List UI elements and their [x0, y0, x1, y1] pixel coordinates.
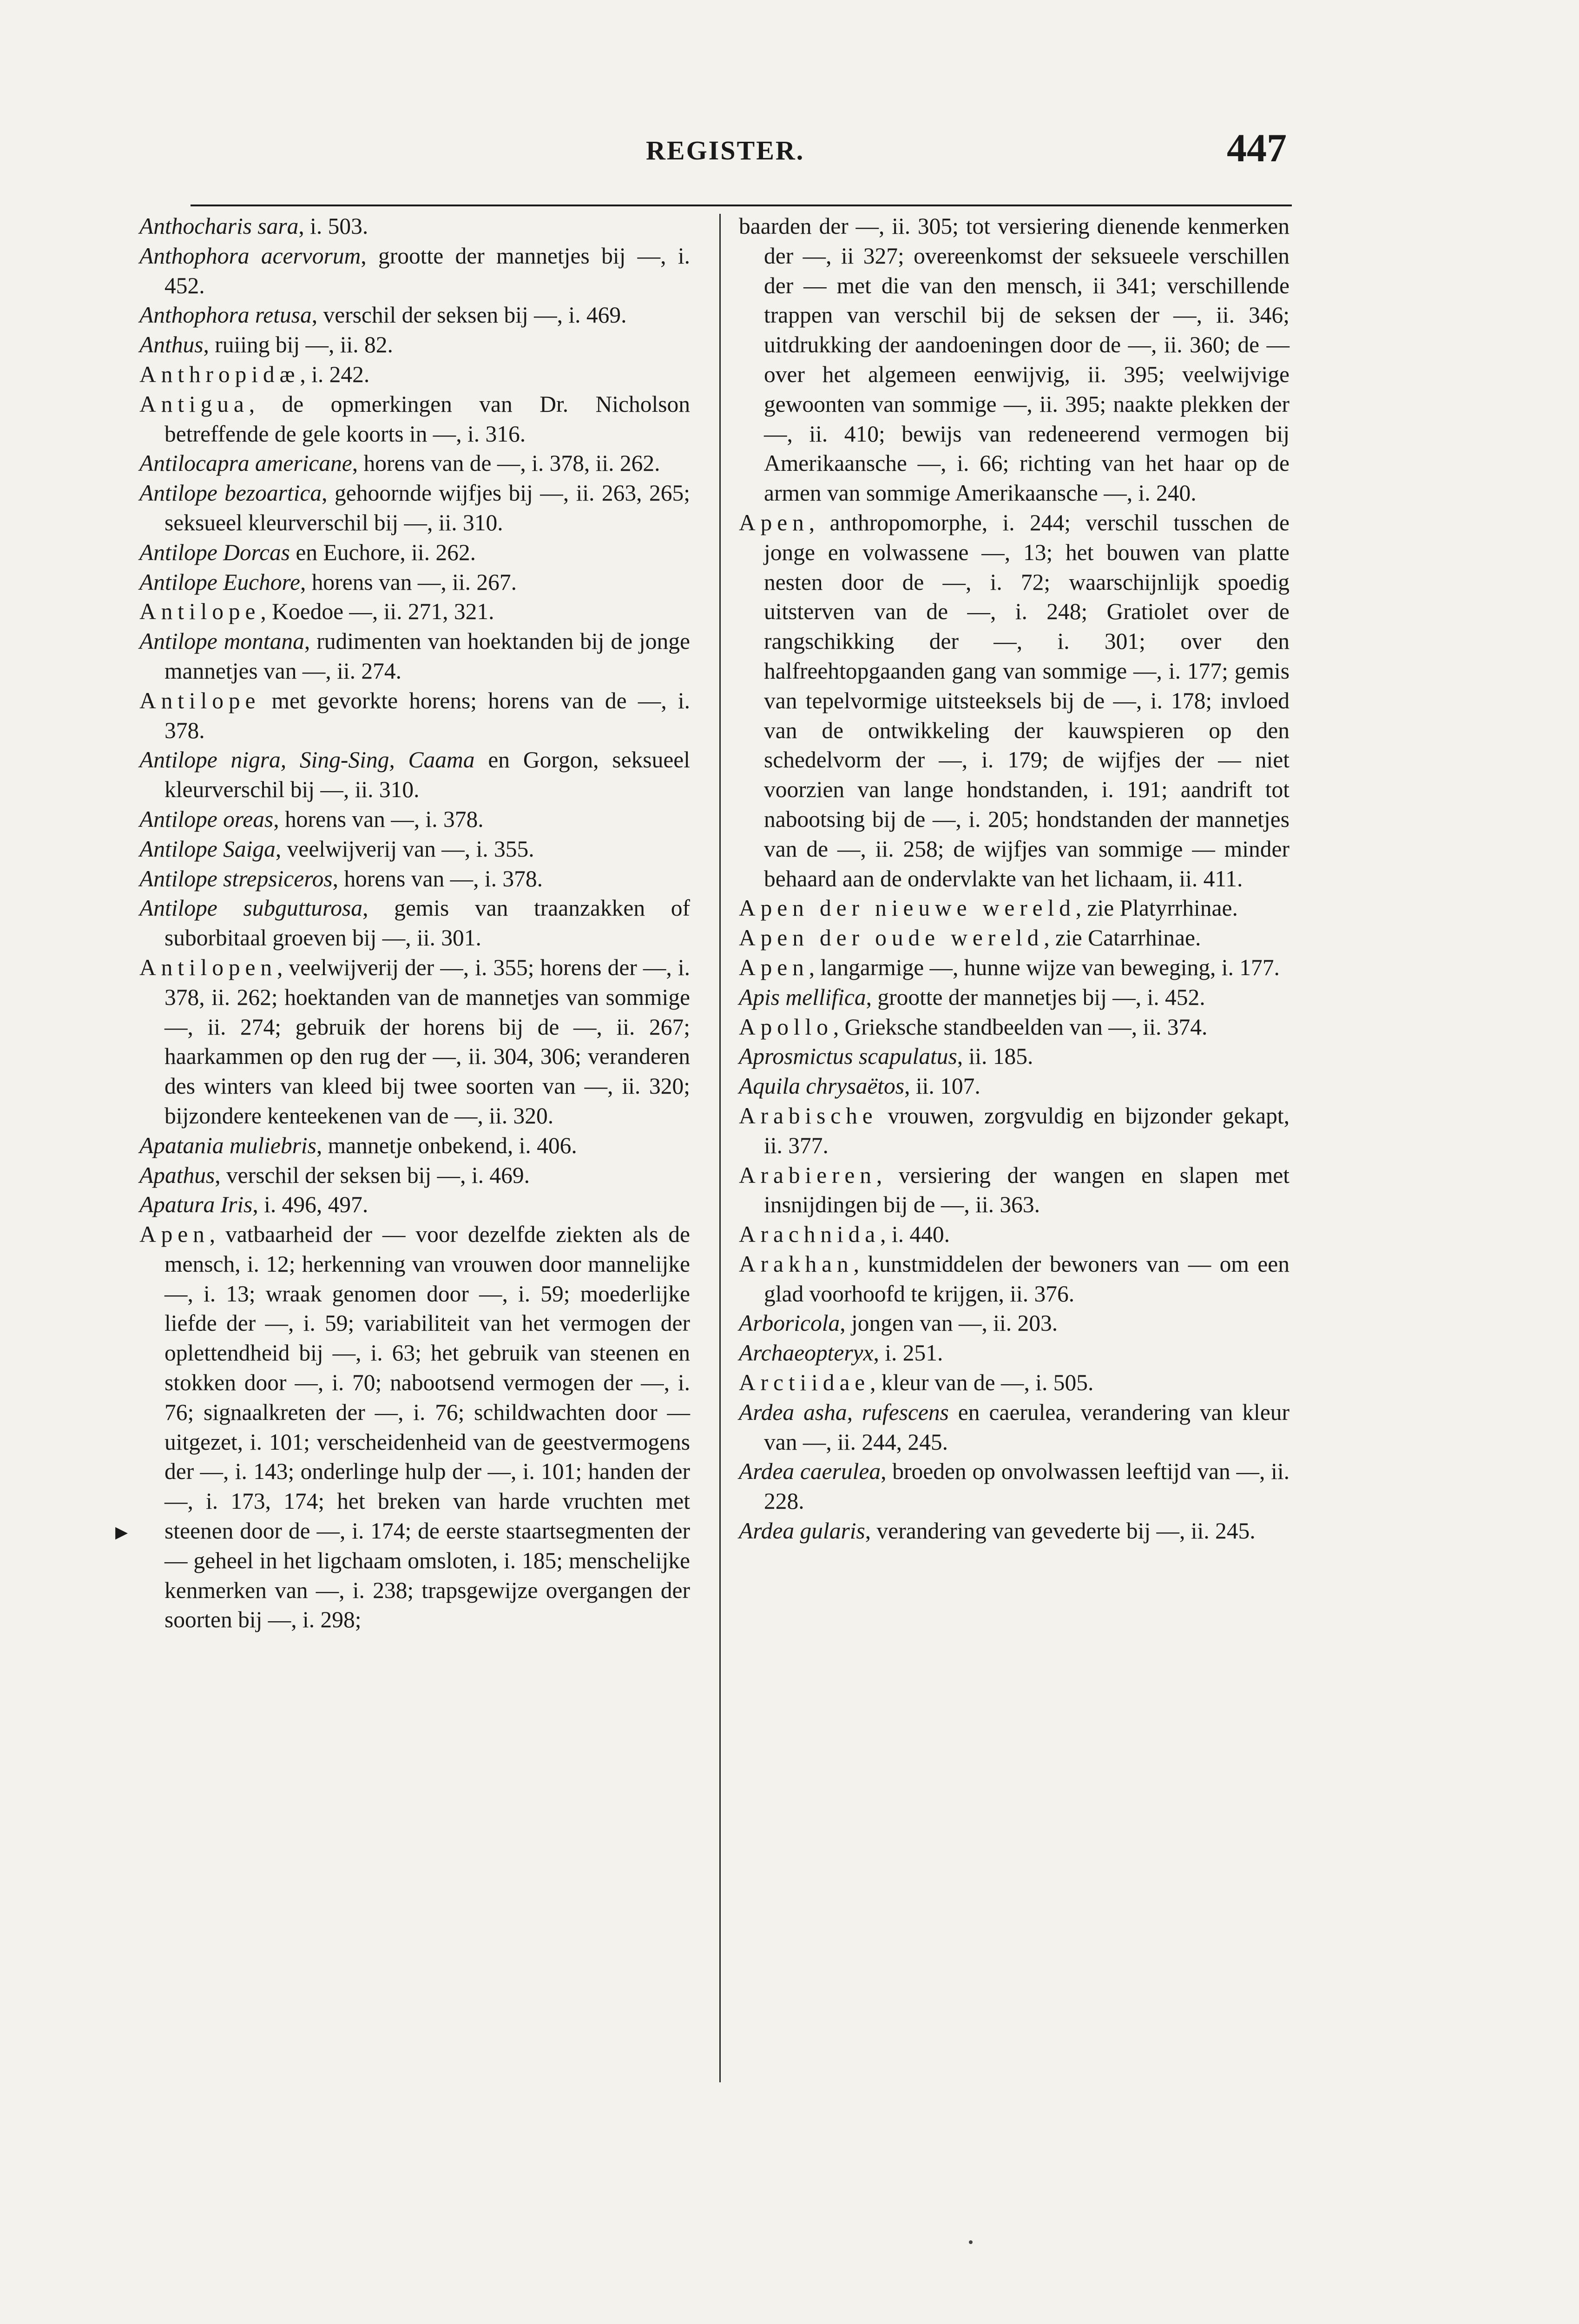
index-term: Apatura Iris: [139, 1192, 253, 1218]
index-references: , veelwijverij der —, i. 355; horens der —, i. 378, ii. 262; hoektanden van de mannetjes van sommige —, ii. 274; gebruik der horens bij de —, ii. 267; haarkammen op den rug der —, ii. 304, 306; veranderen des winters van kleed bij twee soorten van —, ii. 320; bijzondere kenteekenen van de —, ii. 320.: [164, 954, 690, 1129]
index-references: , i. 251.: [873, 1340, 943, 1366]
index-entry: [739, 1308, 1290, 1338]
index-references: , jongen van —, ii. 203.: [840, 1310, 1058, 1336]
index-references: , anthropomorphe, i. 244; verschil tusschen de jonge en volwassene —, 13; het bouwen van platte nesten door de —, i. 72; waarschijnlijk spoedig uitsterven van de —, i. 248; Gratiolet over de rangschikking der —, i. 301; over den halfreehtopgaanden gang van sommige —, i. 177; gemis van tepelvormige uitsteeksels bij de —, i. 178; invloed van de ontwikkeling der kauwspieren op den schedelvorm der —, i. 179; de wijfjes der — niet voorzien van lange hondstanden, i. 191; aandrift tot nabootsing bij de —, i. 205; hondstanden der mannetjes van de —, ii. 258; de wijfjes van sommige — minder behaard aan de ondervlakte van het lichaam, ii. 411.: [764, 509, 1290, 891]
header-rule: [191, 205, 1292, 206]
index-entry: [739, 953, 1290, 983]
index-term: Aprosmictus scapulatus: [739, 1043, 957, 1070]
index-references: en caerulea, verandering van kleur van —, ii. 244, 245.: [764, 1399, 1290, 1455]
margin-marker: ▸: [115, 1518, 128, 1545]
right-column: [739, 211, 1290, 1546]
index-entry: [139, 864, 690, 894]
index-references: , gehoornde wijfjes bij —, ii. 263, 265; seksueel kleurverschil bij —, ii. 310.: [164, 480, 690, 535]
index-references: en Euchore, ii. 262.: [290, 539, 476, 565]
index-term: Arachnida: [739, 1221, 881, 1248]
index-term: Antilope Dorcas: [139, 539, 290, 565]
index-term: Anthophora retusa: [139, 302, 312, 328]
index-entry: [139, 568, 690, 597]
index-references: , kunstmiddelen der bewoners van — om een glad voorhoofd te krijgen, ii. 376.: [764, 1251, 1290, 1307]
index-references: , veelwijverij van —, i. 355.: [275, 836, 534, 862]
index-references: , ii. 185.: [957, 1043, 1033, 1070]
index-term: Arakhan: [739, 1251, 854, 1277]
index-entry: [139, 893, 690, 953]
index-entry: [139, 1131, 690, 1161]
index-term: Antilope Euchore: [139, 569, 300, 595]
index-term: Anthocharis sara: [139, 213, 299, 239]
index-entry: [139, 390, 690, 449]
index-entry: [139, 360, 690, 390]
index-entry: [139, 1220, 690, 1635]
index-entry: [139, 597, 690, 627]
index-references: , i. 496, 497.: [252, 1192, 368, 1218]
index-references: , i. 503.: [298, 213, 368, 239]
index-term: Archaeopteryx: [739, 1340, 874, 1366]
index-term: Antilope bezoartica: [139, 480, 322, 506]
index-term: Arabieren: [739, 1162, 876, 1188]
index-term: Antilope: [139, 687, 261, 713]
index-term: Ardea caerulea: [739, 1459, 881, 1485]
index-entry: [139, 745, 690, 805]
index-references: baarden der —, ii. 305; tot versiering dienende kenmerken der —, ii 327; overeenkomst der seksueele verschillen der — met die van den mensch, ii 341; verschillende trappen van verschil bij de seksen der —, ii. 346; uitdrukking der aandoeningen door de —, ii. 360; de — over het algemeen eenwijvig, ii. 395; veelwijvige gewoonten van sommige —, ii. 395; naakte plekken der —, ii. 410; bewijs van redeneerend vermogen bij Amerikaansche —, i. 66; richting van het haar op de armen van sommige Amerikaansche —, i. 240.: [739, 213, 1290, 506]
index-term: Ardea asha, rufescens: [739, 1399, 949, 1425]
index-references: , horens van —, ii. 267.: [300, 569, 517, 595]
index-references: , ii. 107.: [904, 1073, 980, 1099]
index-term: Antilopen: [139, 954, 277, 980]
index-term: Anthus: [139, 332, 204, 358]
index-term: Apen: [139, 1221, 210, 1248]
index-entry: [139, 478, 690, 538]
index-references: , vatbaarheid der — voor dezelfde ziekten als de mensch, i. 12; herkenning van vrouwen door mannelijke —, i. 13; wraak genomen door —, i. 59; moederlijke liefde der —, i. 59; variabiliteit van het vermogen der oplettendheid bij —, i. 63; het gebruik van steenen en stokken door —, i. 70; nabootsend vermogen der —, i. 76; signaalkreten der —, i. 76; schildwachten door — uitgezet, i. 101; verscheidenheid van de geestvermogens der —, i. 143; onderlinge hulp der —, i. 101; handen der —, i. 173, 174; het breken van harde vruchten met steenen door de —, i. 174; de eerste staartsegmenten der — geheel in het ligchaam omsloten, i. 185; menschelijke kenmerken van —, i. 238; trapsgewijze overgangen der soorten bij —, i. 298;: [164, 1221, 690, 1633]
index-entry: [139, 300, 690, 330]
index-references: , rudimenten van hoektanden bij de jonge mannetjes van —, ii. 274.: [164, 628, 690, 684]
index-references: , grootte der mannetjes bij —, i. 452.: [164, 243, 690, 298]
index-references: , Grieksche standbeelden van —, ii. 374.: [833, 1014, 1208, 1040]
index-references: , Koedoe —, ii. 271, 321.: [260, 599, 494, 625]
index-term: Aquila chrysaëtos: [739, 1073, 905, 1099]
index-entry: [739, 1101, 1290, 1161]
print-speck: [969, 2240, 973, 2244]
index-entry: [139, 1161, 690, 1190]
index-references: , gemis van traanzakken of suborbitaal groeven bij —, ii. 301.: [164, 895, 690, 951]
index-references: , grootte der mannetjes bij —, i. 452.: [866, 984, 1205, 1010]
index-entry: [739, 1249, 1290, 1309]
index-references: , versiering der wangen en slapen met insnijdingen bij de —, ii. 363.: [764, 1162, 1290, 1218]
index-references: , zie Catarrhinae.: [1044, 925, 1201, 951]
index-entry: [139, 211, 690, 241]
index-term: Apis mellifica: [739, 984, 866, 1010]
index-references: , de opmerkingen van Dr. Nicholson betreffende de gele koorts in —, i. 316.: [164, 391, 690, 447]
index-references: , ruiing bij —, ii. 82.: [203, 332, 393, 358]
index-references: , verandering van gevederte bij —, ii. 245.: [865, 1518, 1256, 1544]
index-term: Antilope strepsiceros: [139, 865, 333, 891]
index-term: Antilope Saiga: [139, 836, 276, 862]
index-references: met gevorkte horens; horens van de —, i. 378.: [164, 687, 690, 743]
column-divider: [719, 214, 721, 2082]
index-term: Antilope subgutturosa: [139, 895, 363, 921]
index-entry-continuation: [739, 211, 1290, 508]
index-entry: [139, 241, 690, 301]
index-references: , horens van —, i. 378.: [273, 806, 484, 832]
index-references: , verschil der seksen bij —, i. 469.: [311, 302, 627, 328]
index-entry: [139, 330, 690, 360]
index-references: , zie Platyrrhinae.: [1075, 895, 1238, 921]
index-entry: [739, 1042, 1290, 1071]
index-entry: [739, 508, 1290, 893]
index-entry: [139, 449, 690, 478]
index-entry: [739, 1012, 1290, 1042]
index-references: , i. 242.: [300, 361, 370, 387]
index-entry: [739, 1368, 1290, 1398]
index-references: , langarmige —, hunne wijze van beweging, i. 177.: [809, 954, 1280, 980]
index-entry: [139, 686, 690, 746]
index-term: Apen: [739, 509, 809, 535]
index-entry: [739, 1398, 1290, 1457]
index-term: Antilope nigra, Sing-Sing, Caama: [139, 747, 475, 773]
index-entry: [139, 805, 690, 834]
left-column: [139, 211, 690, 1635]
index-term: Antilope montana: [139, 628, 304, 654]
index-term: Anthropidæ: [139, 361, 300, 387]
index-references: , horens van —, i. 378.: [332, 865, 543, 891]
index-term: Apen der nieuwe wereld: [739, 895, 1076, 921]
index-term: Antilope oreas: [139, 806, 274, 832]
index-entry: [139, 834, 690, 864]
index-term: Apatania muliebris: [139, 1132, 316, 1158]
index-references: vrouwen, zorgvuldig en bijzonder gekapt, ii. 377.: [764, 1103, 1290, 1158]
index-entry: [739, 1457, 1290, 1516]
index-references: , i. 440.: [880, 1221, 950, 1248]
index-term: Apen der oude wereld: [739, 925, 1044, 951]
index-entry: [139, 1190, 690, 1220]
index-references: , horens van de —, i. 378, ii. 262.: [352, 450, 660, 476]
index-references: , verschil der seksen bij —, i. 469.: [215, 1162, 530, 1188]
index-term: Apen: [739, 954, 809, 980]
index-entry: [739, 1220, 1290, 1249]
index-term: Apathus: [139, 1162, 215, 1188]
index-term: Arabische: [739, 1103, 878, 1129]
index-entry: [139, 627, 690, 686]
index-term: Antigua: [139, 391, 249, 417]
index-term: Antilocapra americane: [139, 450, 352, 476]
index-references: , kleur van de —, i. 505.: [870, 1370, 1094, 1396]
index-entry: [739, 1071, 1290, 1101]
index-term: Antilope: [139, 599, 261, 625]
index-references: , mannetje onbekend, i. 406.: [316, 1132, 577, 1158]
index-entry: [139, 538, 690, 568]
index-references: , broeden op onvolwassen leeftijd van —, ii. 228.: [764, 1459, 1290, 1514]
index-term: Anthophora acervorum: [139, 243, 361, 269]
running-header: REGISTER.: [646, 135, 805, 165]
index-term: Ardea gularis: [739, 1518, 865, 1544]
index-entry: [739, 983, 1290, 1012]
index-entry: [739, 923, 1290, 953]
index-entry: [739, 893, 1290, 923]
index-entry: [139, 953, 690, 1131]
index-term: Arboricola: [739, 1310, 840, 1336]
index-entry: [739, 1338, 1290, 1368]
page-number: 447: [1227, 125, 1287, 170]
index-references: en Gorgon, seksueel kleurverschil bij —, ii. 310.: [164, 747, 691, 803]
index-entry: [739, 1516, 1290, 1546]
index-term: Apollo: [739, 1014, 833, 1040]
index-entry: [739, 1161, 1290, 1220]
index-term: Arctiidae: [739, 1370, 870, 1396]
